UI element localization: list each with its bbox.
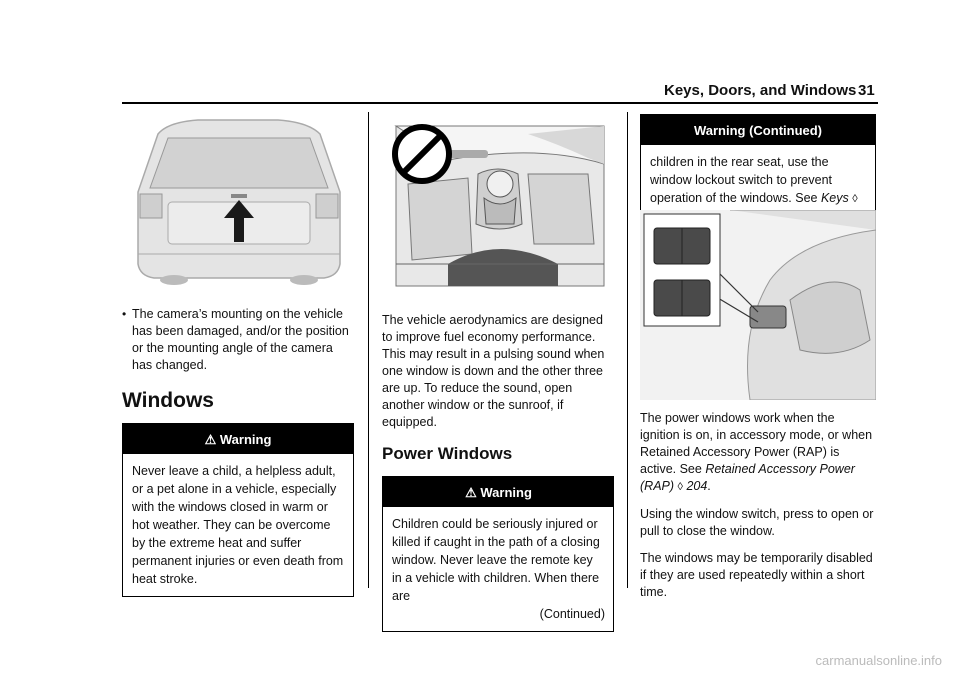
warning-box — [382, 476, 614, 632]
child-in-car-illustration — [388, 114, 606, 290]
disabled-paragraph: The windows may be temporarily disabled if they are used repeatedly within a short time. — [640, 551, 873, 599]
continued-label: (Continued) — [539, 607, 605, 621]
warning-icon: ⚠ — [465, 485, 477, 500]
column-3-text — [640, 410, 876, 611]
warning-box — [122, 423, 354, 597]
warning-header — [123, 424, 353, 454]
power-windows-paragraph: The power windows work when the ignition is on, in accessory mode, or when Retained Accessory Power (RAP) is active. See Retained Accessory Power (RAP) ◊ 204. — [640, 411, 873, 493]
rap-link[interactable]: Retained Accessory Power (RAP) — [640, 462, 855, 493]
bullet-icon: • — [122, 307, 127, 321]
header-rule — [122, 102, 878, 104]
warning-continued-body: children in the rear seat, use the window lockout switch to prevent operation of the windows. See — [650, 155, 833, 205]
bullet-text: The camera’s mounting on the vehicle has been damaged, and/or the position or the mounting angle of the camera has changed. — [132, 307, 349, 372]
keys-link[interactable]: Keys — [820, 191, 849, 205]
warning-text — [383, 507, 614, 632]
warning-label: Warning — [480, 485, 532, 500]
window-switch-illustration — [640, 210, 876, 400]
window-switch-paragraph: Using the window switch, press to open or pull to close the window. — [640, 507, 874, 538]
warning-label: Warning — [219, 432, 272, 447]
warning-text-body: Children could be seriously injured or killed if caught in the path of a closing window. Never leave the remote key in a vehicle with children. When there are — [392, 517, 600, 603]
warning-icon: ⚠ — [204, 432, 217, 447]
column-divider-1 — [368, 112, 369, 588]
column-divider-2 — [627, 112, 628, 588]
page-ref-icon: ◊ — [677, 481, 683, 493]
section-title-power-windows: Power Windows — [382, 444, 513, 463]
page-number: 31 — [858, 82, 875, 99]
aerodynamics-paragraph: The vehicle aerodynamics are designed to improve fuel economy performance. This may result in a pulsing sound when one window is down and the other three are up. To reduce the sound, open another window or the sunroof, if equipped. — [382, 313, 605, 429]
warning-text: Never leave a child, a helpless adult, or a pet alone in a vehicle, especially with the windows closed in warm or hot weather. They can be overcome by the extreme heat and suffer permanent injuries or even death from heat stroke. — [132, 464, 344, 586]
column-2-text — [382, 312, 614, 632]
rear-camera-illustration — [128, 114, 350, 294]
running-header: Keys, Doors, and Windows — [664, 82, 857, 99]
warning-continued-header: Warning (Continued) — [641, 115, 875, 145]
rap-page-ref[interactable]: 204 — [686, 479, 708, 493]
watermark: carmanualsonline.info — [815, 653, 942, 668]
column-1-text — [122, 306, 354, 597]
bullet-item — [122, 306, 354, 374]
warning-header — [383, 477, 614, 507]
page-ref-icon: ◊ — [852, 193, 858, 205]
section-title-windows: Windows — [122, 389, 214, 412]
power-windows-text: The power windows work when the ignition is on, in accessory mode, or when Retained Accessory Power (RAP) is active. See — [640, 411, 873, 476]
